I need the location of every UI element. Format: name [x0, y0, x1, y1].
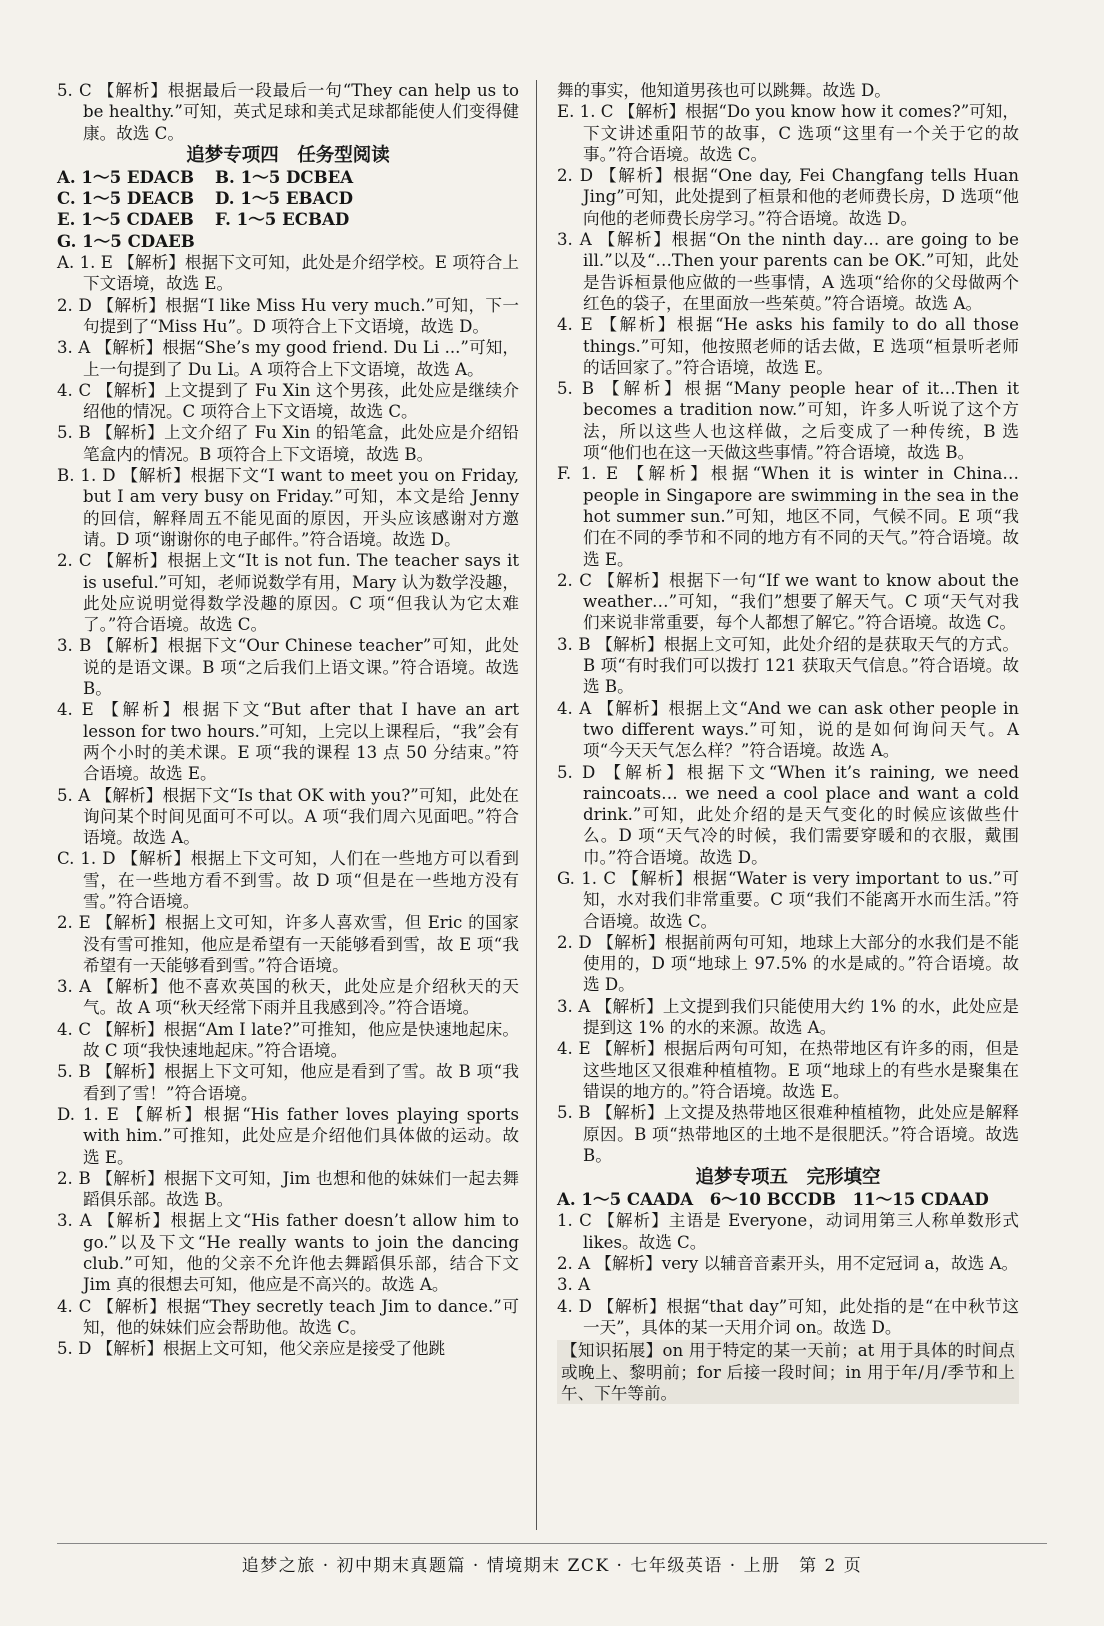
answer-explanation: 2. D 【解析】根据前两句可知，地球上大部分的水我们是不能使用的，D 项“地球上 97.5% 的水是咸的。”符合语境。故选 D。 — [557, 932, 1019, 995]
answer-explanation: 4. E 【解析】根据下文“But after that I have an art lesson for two hours.”可知，上完以上课程后，“我”会有两个小时的美术课。E 项“我的课程 13 点 50 分结束。”符合语境。故选 E。 — [57, 700, 519, 784]
answer-explanation: 3. A 【解析】他不喜欢英国的秋天，此处应是介绍秋天的天气。故 A 项“秋天经常下雨并且我感到冷。”符合语境。 — [57, 977, 519, 1018]
answer-explanation: A. 1. E 【解析】根据下文可知，此处是介绍学校。E 项符合上下文语境，故选 E。 — [57, 253, 519, 294]
answer-explanation: 5. B 【解析】根据“Many people hear of it…Then it becomes a tradition now.”可知，许多人听说了这个方法，所以这些人也这样做，之后变成了一种传统，B 选项“他们也在这一天做这些事情。”符合语境，故选 B。 — [557, 379, 1019, 463]
answer-key-line — [57, 231, 519, 252]
answer-explanation: D. 1. E 【解析】根据“His father loves playing sports with him.”可推知，此处应是介绍他们具体做的运动。故选 E。 — [57, 1104, 519, 1167]
answer-explanation: 4. A 【解析】根据上文“And we can ask other people in two different ways.”可知，说的是如何询问天气。A 项“今天天气怎么样？”符合语境。故选 A。 — [557, 698, 1019, 761]
answer-explanation: 3. A — [557, 1275, 591, 1295]
answer-explanation: 3. B 【解析】根据下文“Our Chinese teacher”可知，此处说的是语文课。B 项“之后我们上语文课。”符合语境。故选 B。 — [57, 636, 519, 699]
answer-explanation: 1. C 【解析】主语是 Everyone，动词用第三人称单数形式 likes。故选 C。 — [557, 1211, 1019, 1252]
answer-key-cell: E. 1～5 CDAEB — [57, 209, 194, 230]
answer-explanation: 4. E 【解析】根据后两句可知，在热带地区有许多的雨，但是这些地区又很难种植植物。E 项“地球上的有些水是聚集在错误的地方的。”符合语境。故选 E。 — [557, 1039, 1019, 1101]
answer-explanation: 4. D 【解析】根据“that day”可知，此处指的是“在中秋节这一天”，具体的某一天用介词 on。故选 D。 — [557, 1296, 1019, 1337]
answer-explanation: 2. A 【解析】very 以辅音音素开头，用不定冠词 a，故选 A。 — [557, 1254, 1019, 1274]
section-title: 追梦专项四 任务型阅读 — [186, 144, 390, 166]
answer-key-cell: A. 1～5 EDACB — [57, 166, 195, 187]
answer-key-line — [57, 209, 519, 230]
answer-explanation: 2. C 【解析】根据上文“It is not fun. The teacher says it is useful.”可知，老师说数学有用，Mary 认为数学没趣，此处应说明觉得数学没趣的原因。C 项“但我认为它太难了。”符合语境。故选 C。 — [57, 551, 519, 635]
answer-explanation: 2. D 【解析】根据“I like Miss Hu very much.”可知，下一句提到了“Miss Hu”。D 项符合上下文语境，故选 D。 — [57, 295, 519, 336]
answer-explanation: 2. B 【解析】根据下文可知，Jim 也想和他的妹妹们一起去舞蹈俱乐部。故选 B。 — [57, 1168, 519, 1210]
answer-explanation: 3. A 【解析】根据“On the ninth day… are going to be ill.”以及“…Then your parents can be OK.”可知，此处是告诉桓景他应做的一些事情，A 选项“给你的父母做两个红色的袋子，在里面放一些茱萸。”符合语境。故选 A。 — [557, 230, 1019, 313]
answer-explanation: 5. B 【解析】上文介绍了 Fu Xin 的铅笔盒，此处应是介绍铅笔盒内的情况。B 项符合上下文语境，故选 B。 — [57, 423, 519, 464]
answer-explanation: 5. C 【解析】根据最后一段最后一句“They can help us to be healthy.”可知，英式足球和美式足球都能使人们变得健康。故选 C。 — [57, 81, 519, 143]
answer-explanation: E. 1. C 【解析】根据“Do you know how it comes?”可知，下文讲述重阳节的故事，C 选项“这里有一个关于它的故事。”符合语境。故选 C。 — [557, 102, 1019, 164]
answer-key-cell: F. 1～5 ECBAD — [215, 209, 350, 230]
answer-explanation: 4. C 【解析】根据“Am I late?”可推知，他应是快速地起床。故 C 项“我快速地起床。”符合语境。 — [57, 1019, 519, 1061]
section-title: 追梦专项五 完形填空 — [695, 1167, 881, 1189]
knowledge-extension-box: 【知识拓展】on 用于特定的某一天前；at 用于具体的时间点或晚上、黎明前；for 后接一段时间；in 用于年/月/季节和上午、下午等前。 — [557, 1340, 1019, 1404]
answer-explanation: 5. B 【解析】根据上下文可知，他应是看到了雪。故 B 项“我看到了雪！”符合语境。 — [57, 1062, 519, 1103]
answer-explanation: 2. D 【解析】根据“One day, Fei Changfang tells Huan Jing”可知，此处提到了桓景和他的老师费长房，D 选项“他向他的老师费长房学习。”符合语境。故选 D。 — [557, 166, 1019, 228]
answer-explanation: 5. D 【解析】根据上文可知，他父亲应是接受了他跳 — [57, 1339, 446, 1359]
answer-explanation: 4. C 【解析】上文提到了 Fu Xin 这个男孩，此处应是继续介绍他的情况。C 项符合上下文语境，故选 C。 — [57, 380, 519, 422]
answer-explanation: 4. C 【解析】根据“They secretly teach Jim to dance.”可知，他的妹妹们应会帮助他。故选 C。 — [57, 1296, 519, 1337]
answer-explanation: G. 1. C 【解析】根据“Water is very important to us.”可知，水对我们非常重要。C 项“我们不能离开水而生活。”符合语境。故选 C。 — [557, 868, 1019, 931]
footer-rule — [57, 1543, 1047, 1544]
column-divider — [536, 80, 537, 1530]
answer-explanation: 2. C 【解析】根据下一句“If we want to know about the weather…”可知，“我们”想要了解天气。C 项“天气对我们来说非常重要，每个人都想了解它。”符合语境。故选 C。 — [557, 570, 1019, 633]
right-column — [557, 80, 1019, 1404]
answer-explanation: F. 1. E 【解析】根据“When it is winter in China… people in Singapore are swimming in the sea in the hot summer sun.”可知，地区不同，气候不同。E 项“我们在不同的季节和不同的地方有不同的天气。”符合语境。故选 E。 — [557, 464, 1019, 569]
page-footer: 追梦之旅 · 初中期末真题篇 · 情境期末 ZCK · 七年级英语 · 上册 第 2 页 — [241, 1556, 863, 1576]
left-column — [57, 80, 519, 1360]
answer-explanation: 3. B 【解析】根据上文可知，此处介绍的是获取天气的方式。B 项“有时我们可以拨打 121 获取天气信息。”符合语境。故选 B。 — [557, 634, 1019, 697]
answer-key-cell: D. 1～5 EBACD — [215, 188, 353, 209]
answer-explanation: 3. A 【解析】上文提到我们只能使用大约 1% 的水，此处应是提到这 1% 的水的来源。故选 A。 — [557, 996, 1019, 1038]
answer-key-line — [57, 167, 519, 188]
answer-explanation: 2. E 【解析】根据上文可知，许多人喜欢雪，但 Eric 的国家没有雪可推知，他应是希望有一天能够看到雪，故 E 项“我希望有一天能够看到雪。”符合语境。 — [57, 913, 519, 975]
answer-explanation: 4. E 【解析】根据“He asks his family to do all those things.”可知，他按照老师的话去做，E 选项“桓景听老师的话回家了。”符合语境，故选 E。 — [557, 315, 1019, 377]
answer-explanation: 5. D 【解析】根据下文“When it’s raining, we need raincoats… we need a cool place and want a cold drink.”可知，此处介绍的是天气变化的时候应该做些什么。D 项“天气冷的时候，我们需要穿暖和的衣服，戴围巾。”符合语境。故选 D。 — [557, 762, 1019, 867]
answer-explanation: B. 1. D 【解析】根据下文“I want to meet you on Friday, but I am very busy on Friday.”可知，本文是给 Jenny 的回信，解释周五不能见面的原因，开头应该感谢对方邀请。D 项“谢谢你的电子邮件。”符合语境。故选 D。 — [57, 466, 519, 549]
answer-explanation: 5. B 【解析】上文提及热带地区很难种植植物，此处应是解释原因。B 项“热带地区的土地不是很肥沃。”符合语境。故选 B。 — [557, 1103, 1019, 1165]
answer-explanation: C. 1. D 【解析】根据上下文可知，人们在一些地方可以看到雪，在一些地方看不到雪。故 D 项“但是在一些地方没有雪。”符合语境。 — [57, 849, 519, 911]
answer-key-cell: C. 1～5 DEACB — [57, 188, 195, 209]
answer-explanation-continued: 舞的事实，他知道男孩也可以跳舞。故选 D。 — [557, 81, 891, 100]
answer-key-line — [57, 188, 519, 209]
answer-explanation: 3. A 【解析】根据上文“His father doesn’t allow him to go.”以及下文“He really wants to join the dancing club.”可知，他的父亲不允许他去舞蹈俱乐部，结合下文 Jim 真的很想去可知，他应是不高兴的。故选 A。 — [57, 1211, 519, 1295]
answer-key-cell: B. 1～5 DCBEA — [215, 166, 354, 187]
answer-explanation: 5. A 【解析】根据下文“Is that OK with you?”可知，此处在询问某个时间见面可不可以。A 项“我们周六见面吧。”符合语境。故选 A。 — [57, 785, 519, 848]
answer-key-line: A. 1～5 CAADA 6～10 BCCDB 11～15 CDAAD — [557, 1189, 989, 1210]
answer-key-cell: G. 1～5 CDAEB — [57, 230, 195, 251]
answer-explanation: 3. A 【解析】根据“She’s my good friend. Du Li ...”可知，上一句提到了 Du Li。A 项符合上下文语境，故选 A。 — [57, 338, 519, 379]
